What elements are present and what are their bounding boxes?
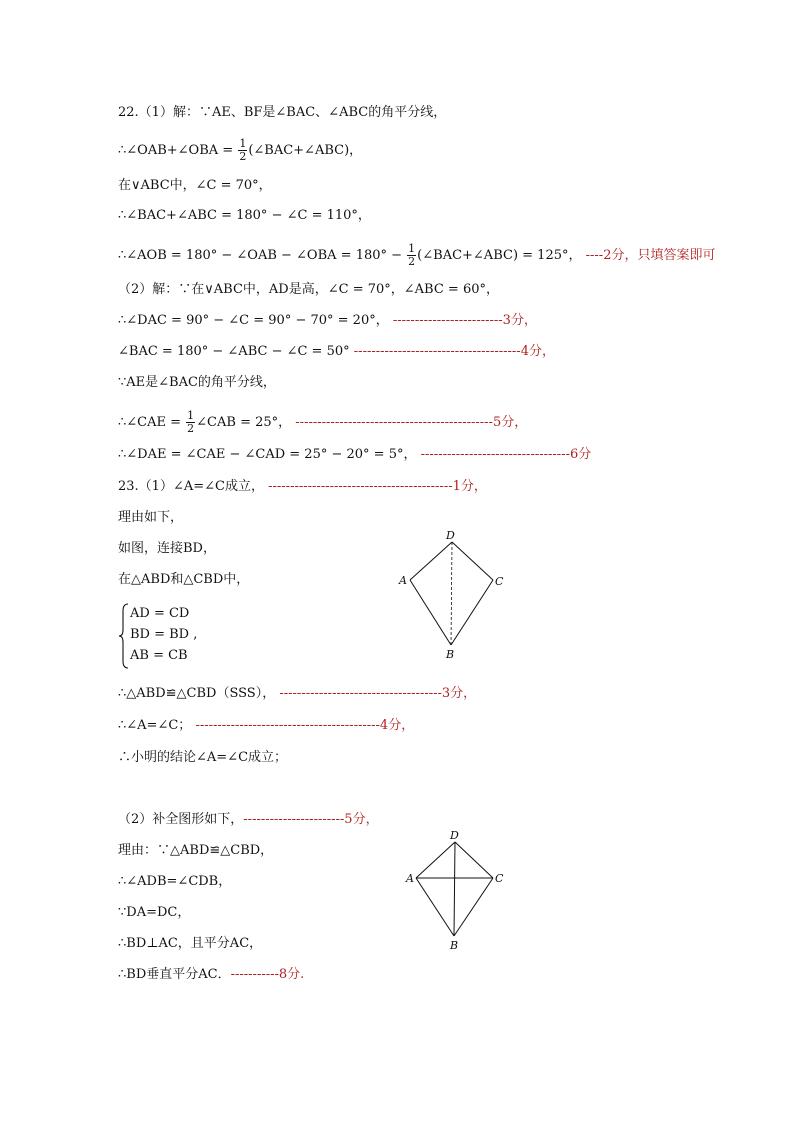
q23-part2-line-4: ∵DA=DC， <box>118 905 191 920</box>
q22-line-4: ∴∠BAC+∠ABC = 180° − ∠C = 110°， <box>118 208 371 223</box>
label-B: B <box>450 939 459 952</box>
segment-BD-dashed <box>451 542 452 645</box>
q23-line-5: ∴△ABD≌△CBD（SSS）， -------------------------------------3分， <box>118 686 477 701</box>
q22-line-3: 在∨ABC中，∠C = 70°， <box>118 178 272 193</box>
label-C: C <box>495 575 504 588</box>
q22-part2-line-1: （2）解：∵在∨ABC中，AD是高，∠C = 70°，∠ABC = 60°， <box>118 282 499 297</box>
equation-row: AB = CB <box>130 648 188 663</box>
fraction-half: $\frac{1}{2}$ <box>239 137 247 163</box>
q22-part2-line-4: ∵AE是∠BAC的角平分线， <box>118 375 276 390</box>
q23-line-6: ∴∠A=∠C； ------------------------------------------4分， <box>118 718 415 733</box>
q23-part2-line-3: ∴∠ADB=∠CDB， <box>118 874 232 889</box>
segment-AB <box>410 580 451 645</box>
fraction-half: $\frac{1}{2}$ <box>408 242 416 268</box>
equation-row: AD = CD <box>130 606 190 621</box>
q23-line-3: 如图，连接BD， <box>118 541 216 556</box>
q22-part2-line-3: ∠BAC = 180° − ∠ABC − ∠C = 50° --------------------------------------4分， <box>118 344 555 359</box>
left-brace-icon <box>118 603 130 669</box>
segment-CB <box>451 580 493 645</box>
score-note: ---------------------------------------------5分， <box>295 415 528 430</box>
q23-part2-line-6: ∴BD垂直平分AC．-----------8分. <box>118 967 305 982</box>
q23-part2-line-5: ∴BD⊥AC，且平分AC， <box>118 936 263 951</box>
q23-line-4: 在△ABD和△CBD中， <box>118 572 250 587</box>
q23-line-2: 理由如下， <box>118 510 184 525</box>
q23-part2-line-1: （2）补全图形如下，-----------------------5分， <box>118 812 379 827</box>
score-note: -------------------------3分， <box>392 313 537 328</box>
segment-DA <box>410 542 452 580</box>
score-note: --------------------------------------4分， <box>353 344 555 359</box>
q23-part2-line-2: 理由：∵△ABD≌△CBD， <box>118 843 274 858</box>
q22-part2-line-5: ∴∠CAE = $\frac{1}{2}$ ∠CAB = 25°， ---------------------------------------------5分， <box>118 409 528 435</box>
equation-system <box>118 603 197 666</box>
score-note: ------------------------------------------1分， <box>268 479 487 494</box>
segment-DA <box>416 842 455 878</box>
segment-AB <box>416 878 454 936</box>
label-D: D <box>450 829 459 842</box>
score-note: ----------------------------------6分 <box>420 447 592 462</box>
score-note: ------------------------------------------4分， <box>195 718 415 733</box>
q23-line-7: ∴小明的结论∠A=∠C成立； <box>118 750 288 765</box>
score-note: -----------------------5分， <box>243 812 379 827</box>
fraction-half: $\frac{1}{2}$ <box>187 409 195 435</box>
kite-figure-2 <box>400 828 510 953</box>
q22-part2-line-6: ∴∠DAE = ∠CAE − ∠CAD = 25° − 20° = 5°， ----------------------------------6分 <box>118 447 592 462</box>
segment-DC <box>452 542 493 580</box>
q22-part2-line-2: ∴∠DAC = 90° − ∠C = 90° − 70° = 20°， -------------------------3分， <box>118 313 537 328</box>
score-note: ----2分，只填答案即可 <box>585 248 716 263</box>
label-C: C <box>495 872 504 885</box>
label-D: D <box>446 529 455 542</box>
q22-line-1: 22.（1）解：∵AE、BF是∠BAC、∠ABC的角平分线， <box>118 105 447 120</box>
q22-line-5: ∴∠AOB = 180° − ∠OAB − ∠OBA = 180° − $\frac{1}{2}$ (∠BAC+∠ABC) = 125°， ----2分，只填答案即可 <box>118 242 716 268</box>
score-note: -------------------------------------3分， <box>279 686 477 701</box>
segment-CB <box>454 878 493 936</box>
q22-line-2: ∴∠OAB+∠OBA = $\frac{1}{2}$ (∠BAC+∠ABC)， <box>118 137 363 163</box>
q23-line-1: 23.（1）∠A=∠C成立， ------------------------------------------1分， <box>118 479 487 494</box>
kite-figure-1 <box>395 528 510 663</box>
segment-BD <box>454 842 455 936</box>
equation-row: BD = BD , <box>130 627 198 642</box>
score-note: -----------8分. <box>230 967 305 982</box>
label-B: B <box>446 648 455 661</box>
label-A: A <box>406 872 414 885</box>
segment-DC <box>455 842 493 878</box>
label-A: A <box>399 574 407 587</box>
